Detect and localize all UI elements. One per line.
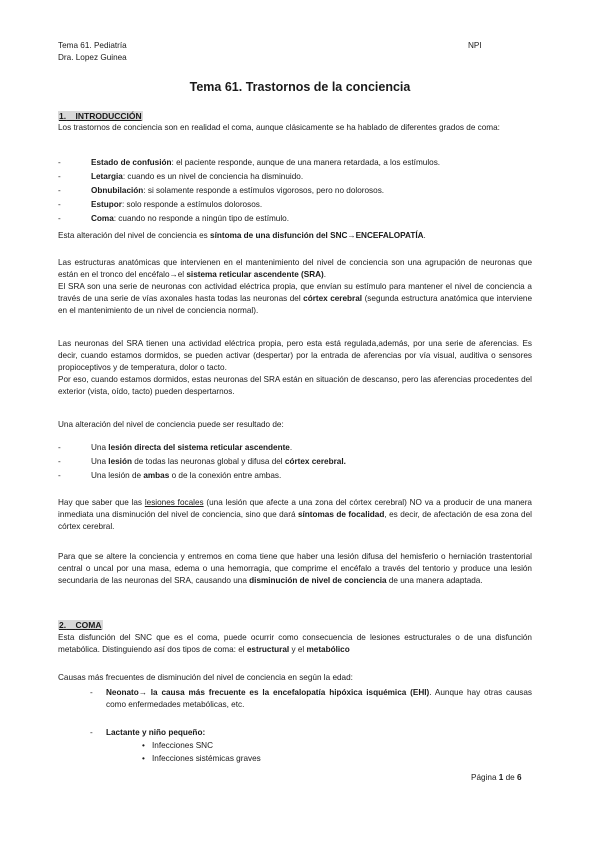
grade-desc: : el paciente responde, aunque de una manera retardada, a los estímulos. [171, 158, 441, 167]
bold-span: córtex cerebral. [284, 457, 346, 466]
section-number: 2. [59, 620, 67, 630]
grade-term: Estupor [91, 200, 122, 209]
text-span: Esta alteración del nivel de conciencia es [58, 231, 211, 240]
text-span: Las estructuras anatómicas que intervienen en el mantenimiento del nivel de conciencia son una agrupación de neuronas que están en el tronco del encéfalo→el [58, 258, 532, 279]
bold-span: 6 [517, 773, 522, 782]
bold-span: síntoma de una disfunción del SNC→ENCEFALOPATÍA [210, 231, 424, 240]
resultado-paragraph: Una alteración del nivel de conciencia puede ser resultado de: [58, 420, 284, 429]
text-span: . [289, 443, 293, 452]
focal-paragraph [58, 497, 532, 533]
bold-span: sistema reticular ascendente (SRA) [186, 270, 324, 279]
subitem-text: Infecciones sistémicas graves [152, 754, 261, 763]
section-heading-coma [58, 619, 103, 631]
bold-span: disminución de nivel de conciencia [249, 576, 387, 585]
grade-desc: : cuando es un nivel de conciencia ha disminuido. [122, 172, 304, 181]
text-span: Para que se altere la conciencia y entremos en coma tiene que haber una lesión difusa del hemisferio o herniación trastentorial central o uncal por una masa, edema o una hemorragia, que comprime el encéfalo a través del tentorio y produce una lesión secundaria de las neuronas del SRA, causando una [58, 552, 532, 585]
text-span: Por eso, cuando estamos dormidos, estas neuronas del SRA están en situación de descanso, pero las aferencias procedentes del exterior (vista, oído, tacto) pueden despertarnos. [58, 375, 532, 396]
herniation-paragraph [58, 551, 532, 587]
text-span: Una [91, 457, 109, 466]
text-span: → [138, 688, 151, 697]
grade-term: Obnubilación [91, 186, 144, 195]
section-number: 1. [59, 111, 67, 121]
section-label: COMA [75, 620, 102, 630]
text-span: Página [471, 773, 499, 782]
text-span: de una manera adaptada. [386, 576, 483, 585]
bold-span: síntomas de focalidad [297, 510, 385, 519]
header-right: NPI [468, 41, 482, 50]
causes-age-paragraph: Causas más frecuentes de disminución del nivel de conciencia en según la edad: [58, 673, 353, 682]
bold-span: lesión directa del sistema reticular ascendente [108, 443, 290, 452]
section-heading-introduccion [58, 110, 143, 122]
section-label: INTRODUCCIÓN [75, 111, 142, 121]
underline-span: lesiones focales [144, 498, 204, 507]
bold-span: córtex cerebral [303, 294, 363, 303]
text-span: y el [289, 645, 307, 654]
text-span: . [423, 231, 426, 240]
bold-span: la causa más frecuente es la encefalopatía hipóxica isquémica (EHI) [150, 688, 430, 697]
text-span: (segunda estructura anatómica que interviene en el mantenimiento de un nivel de conciencia normal). [58, 294, 532, 315]
bold-span: Lactante y niño pequeño: [106, 728, 206, 737]
header-author: Dra. Lopez Guinea [58, 53, 127, 62]
grade-desc: : solo responde a estímulos dolorosos. [121, 200, 263, 209]
coma-paragraph [58, 632, 532, 656]
sra-paragraph [58, 257, 532, 317]
text-span: Hay que saber que las [58, 498, 145, 507]
text-span: o de la conexión entre ambas. [169, 471, 282, 480]
text-span: . [323, 270, 327, 279]
subitem-text: Infecciones SNC [152, 741, 213, 750]
grade-term: Letargia [91, 172, 123, 181]
text-span: Esta disfunción del SNC que es el coma, puede ocurrir como consecuencia de lesiones estructurales o de una disfunción metabólica. Distinguiendo así dos tipos de coma: el [58, 633, 532, 654]
text-span: de [503, 773, 518, 782]
text-span: de todas las neuronas global y difusa del [131, 457, 285, 466]
document-page: Tema 61. Pediatría Dra. Lopez Guinea NPI Tema 61. Trastornos de la conciencia 1. INTRODUCCIÓN Los trastornos de conciencia son en realidad el coma, aunque clásicamente se ha hablado de diferentes grados de coma: - Estado de confusión: el paciente responde, aunque de una manera retardada, a los estímulos. - Letargia: cuando es un nivel de conciencia ha disminuido. - Obnubilación: si solamente responde a estímulos vigorosos, pero no dolorosos. - Estupor: solo responde a estímulos dolorosos. - Coma: cuando no responde a ningún tipo de estímulo. Esta alteración del nivel de conciencia es síntoma de una disfunción del SNC→ENCEFALOPATÍA. Las estructuras anatómicas que intervienen en el mantenimiento del nivel de conciencia son una agrupación de neuronas que están en el tronco del encéfalo→el sistema reticular ascendente (SRA). El SRA son una serie de neuronas con actividad eléctrica propia, que envían su estímulo para mantener el nivel de conciencia a través de una serie de vías axonales hasta todas las neuronas del córtex cerebral (segunda estructura anatómica que interviene en el mantenimiento de un nivel de conciencia normal). Las neuronas del SRA tienen una actividad eléctrica propia, pero esta está regulada,además, por una serie de aferencias. Es decir, cuando estamos dormidos, se pueden activar (despertar) por la entrada de aferencias por vía visual, auditiva o sensores propioceptivos y de temperatura, dolor o tacto. Por eso, cuando estamos dormidos, estas neuronas del SRA están en situación de descanso, pero las aferencias procedentes del exterior (vista, oído, tacto) pueden despertarnos. Una alteración del nivel de conciencia puede ser resultado de: - Una lesión directa del sistema reticular ascendente. - Una lesión de todas las neuronas global y difusa del córtex cerebral. - Una lesión de ambas o de la conexión entre ambas. Hay que saber que las lesiones focales (una lesión que afecte a una zona del córtex cerebral) NO va a producir de una manera inmediata una disminución del nivel de conciencia, sino que dará síntomas de focalidad, es decir, de afectación de esa zona del córtex cerebral. Para que se altere la conciencia y entremos en coma tiene que haber una lesión difusa del hemisferio o herniación trastentorial central o uncal por una masa, edema o una hemorragia, que comprime el encéfalo a través del tentorio y produce una lesión secundaria de las neuronas del SRA, causando una disminución de nivel de conciencia de una manera adaptada. 2. COMA Esta disfunción del SNC que es el coma, puede ocurrir como consecuencia de lesiones estructurales o de una disfunción metabólica. Distinguiendo así dos tipos de coma: el estructural y el metabólico Causas más frecuentes de disminución del nivel de conciencia en según la edad: - Neonato→ la causa más frecuente es la encefalopatía hipóxica isquémica (EHI). Aunque hay otras causas como enfermedades metabólicas, etc. - Lactante y niño pequeño: • Infecciones SNC • Infecciones sistémicas graves Página 1 de 6 [0, 0, 600, 848]
grade-desc: : cuando no responde a ningún tipo de estímulo. [113, 214, 289, 223]
intro-paragraph: Los trastornos de conciencia son en realidad el coma, aunque clásicamente se ha hablado de diferentes grados de coma: [58, 123, 500, 132]
grade-term: Coma [91, 214, 114, 223]
text-span: Una lesión de [91, 471, 144, 480]
text-span: . Aunque hay otras causas como enfermedades metabólicas, etc. [106, 688, 532, 709]
bold-span: ambas [143, 471, 170, 480]
bold-span: Neonato [106, 688, 139, 697]
grade-term: Estado de confusión [91, 158, 172, 167]
text-span: El SRA son una serie de neuronas con actividad eléctrica propia, que envían su estímulo para mantener el nivel de conciencia a través de una serie de vías axonales hasta todas las neuronas del [58, 282, 532, 303]
bold-span: 1 [498, 773, 504, 782]
text-span: , es decir, de afectación de esa zona del córtex cerebral. [58, 510, 532, 531]
bold-span: lesión [108, 457, 132, 466]
grade-desc: : si solamente responde a estímulos vigorosos, pero no dolorosos. [143, 186, 385, 195]
text-span: Las neuronas del SRA tienen una actividad eléctrica propia, pero esta está regulada,además, por una serie de aferencias. Es decir, cuando estamos dormidos, se pueden activar (despertar) por la entrada de aferencias por vía visual, auditiva o sensores propioceptivos y de temperatura, dolor o tacto. [58, 339, 532, 372]
bold-span: estructural [246, 645, 290, 654]
page-number [471, 772, 522, 783]
text-span: (una lesión que afecte a una zona del córtex cerebral) NO va a producir de una manera inmediata una disminución del nivel de conciencia, sino que dará [58, 498, 532, 519]
document-title: Tema 61. Trastornos de la conciencia [189, 80, 411, 94]
header-topic: Tema 61. Pediatría [58, 41, 127, 50]
bold-span: metabólico [306, 645, 350, 654]
alteration-paragraph [58, 230, 532, 242]
text-span: Una [91, 443, 109, 452]
aferencias-paragraph [58, 338, 532, 398]
